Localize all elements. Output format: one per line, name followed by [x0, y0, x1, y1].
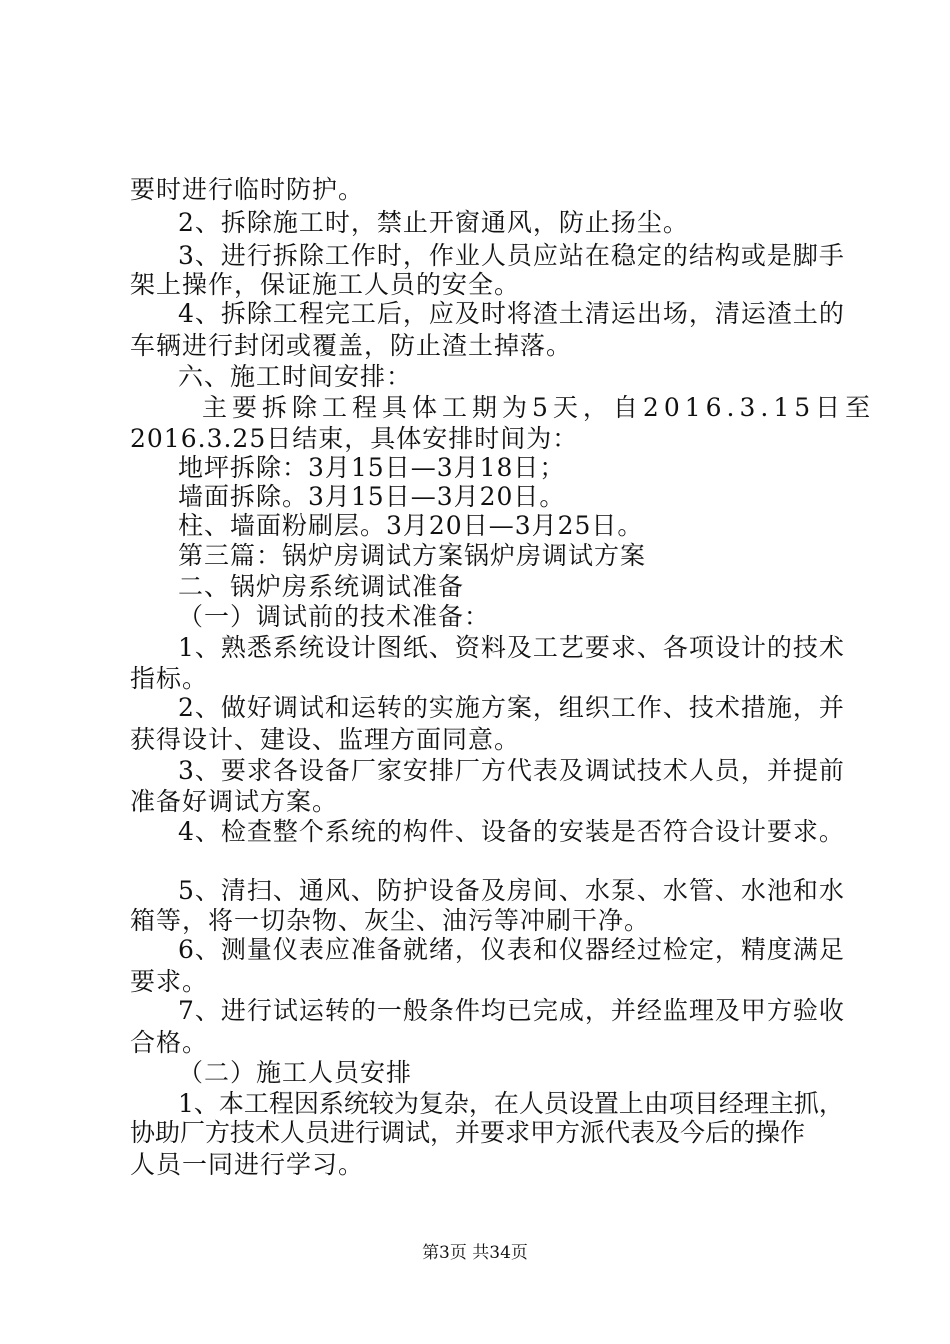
text-line-5: 4、拆除工程完工后，应及时将渣土清运出场，清运渣土的: [178, 299, 845, 328]
text-line-9: 2016.3.25日结束，具体安排时间为：: [130, 424, 579, 453]
text-line-16: 1、熟悉系统设计图纸、资料及工艺要求、各项设计的技术: [178, 633, 845, 662]
text-line-3: 3、进行拆除工作时，作业人员应站在稳定的结构或是脚手: [178, 241, 845, 270]
text-line-27: 7、进行试运转的一般条件均已完成，并经监理及甲方验收: [178, 996, 845, 1025]
text-line-24: 箱等，将一切杂物、灰尘、油污等冲刷干净。: [130, 906, 651, 935]
text-line-2: 2、拆除施工时，禁止开窗通风，防止扬尘。: [178, 208, 689, 237]
schedule-column: 柱、墙面粉刷层。3月20日—3月25日。: [178, 511, 644, 540]
text-line-25: 6、测量仪表应准备就绪，仪表和仪器经过检定，精度满足: [178, 935, 845, 964]
schedule-floor: 地坪拆除：3月15日—3月18日；: [178, 453, 566, 482]
chapter-heading-3: 第三篇：锅炉房调试方案锅炉房调试方案: [178, 541, 647, 570]
text-line-17: 指标。: [130, 664, 209, 693]
text-line-21: 准备好调试方案。: [130, 787, 339, 816]
text-line-19: 获得设计、建设、监理方面同意。: [130, 725, 521, 754]
section-heading-6: 六、施工时间安排：: [178, 362, 413, 391]
page-number-footer: 第3页 共34页: [422, 1243, 528, 1263]
text-line-30: 1、本工程因系统较为复杂，在人员设置上由项目经理主抓，: [178, 1089, 844, 1118]
text-line-6: 车辆进行封闭或覆盖，防止渣土掉落。: [130, 331, 573, 360]
text-line-18: 2、做好调试和运转的实施方案，组织工作、技术措施，并: [178, 693, 845, 722]
text-line-1: 要时进行临时防护。: [130, 175, 365, 204]
subsection-heading-2: （二）施工人员安排: [178, 1058, 413, 1087]
text-line-32: 人员一同进行学习。: [130, 1150, 365, 1179]
text-line-20: 3、要求各设备厂家安排厂方代表及调试技术人员，并提前: [178, 756, 845, 785]
text-line-23: 5、清扫、通风、防护设备及房间、水泵、水管、水池和水: [178, 876, 845, 905]
text-line-31: 协助厂方技术人员进行调试，并要求甲方派代表及今后的操作: [130, 1118, 806, 1147]
text-line-28: 合格。: [130, 1028, 209, 1057]
section-heading-2: 二、锅炉房系统调试准备: [178, 572, 465, 601]
text-line-26: 要求。: [130, 967, 209, 996]
text-line-8: 主要拆除工程具体工期为5天，自2016.3.15日至: [202, 393, 876, 422]
schedule-wall: 墙面拆除。3月15日—3月20日。: [178, 482, 566, 511]
text-line-4: 架上操作，保证施工人员的安全。: [130, 270, 521, 299]
text-line-22: 4、检查整个系统的构件、设备的安装是否符合设计要求。: [178, 817, 845, 846]
subsection-heading-1: （一）调试前的技术准备：: [178, 602, 491, 631]
